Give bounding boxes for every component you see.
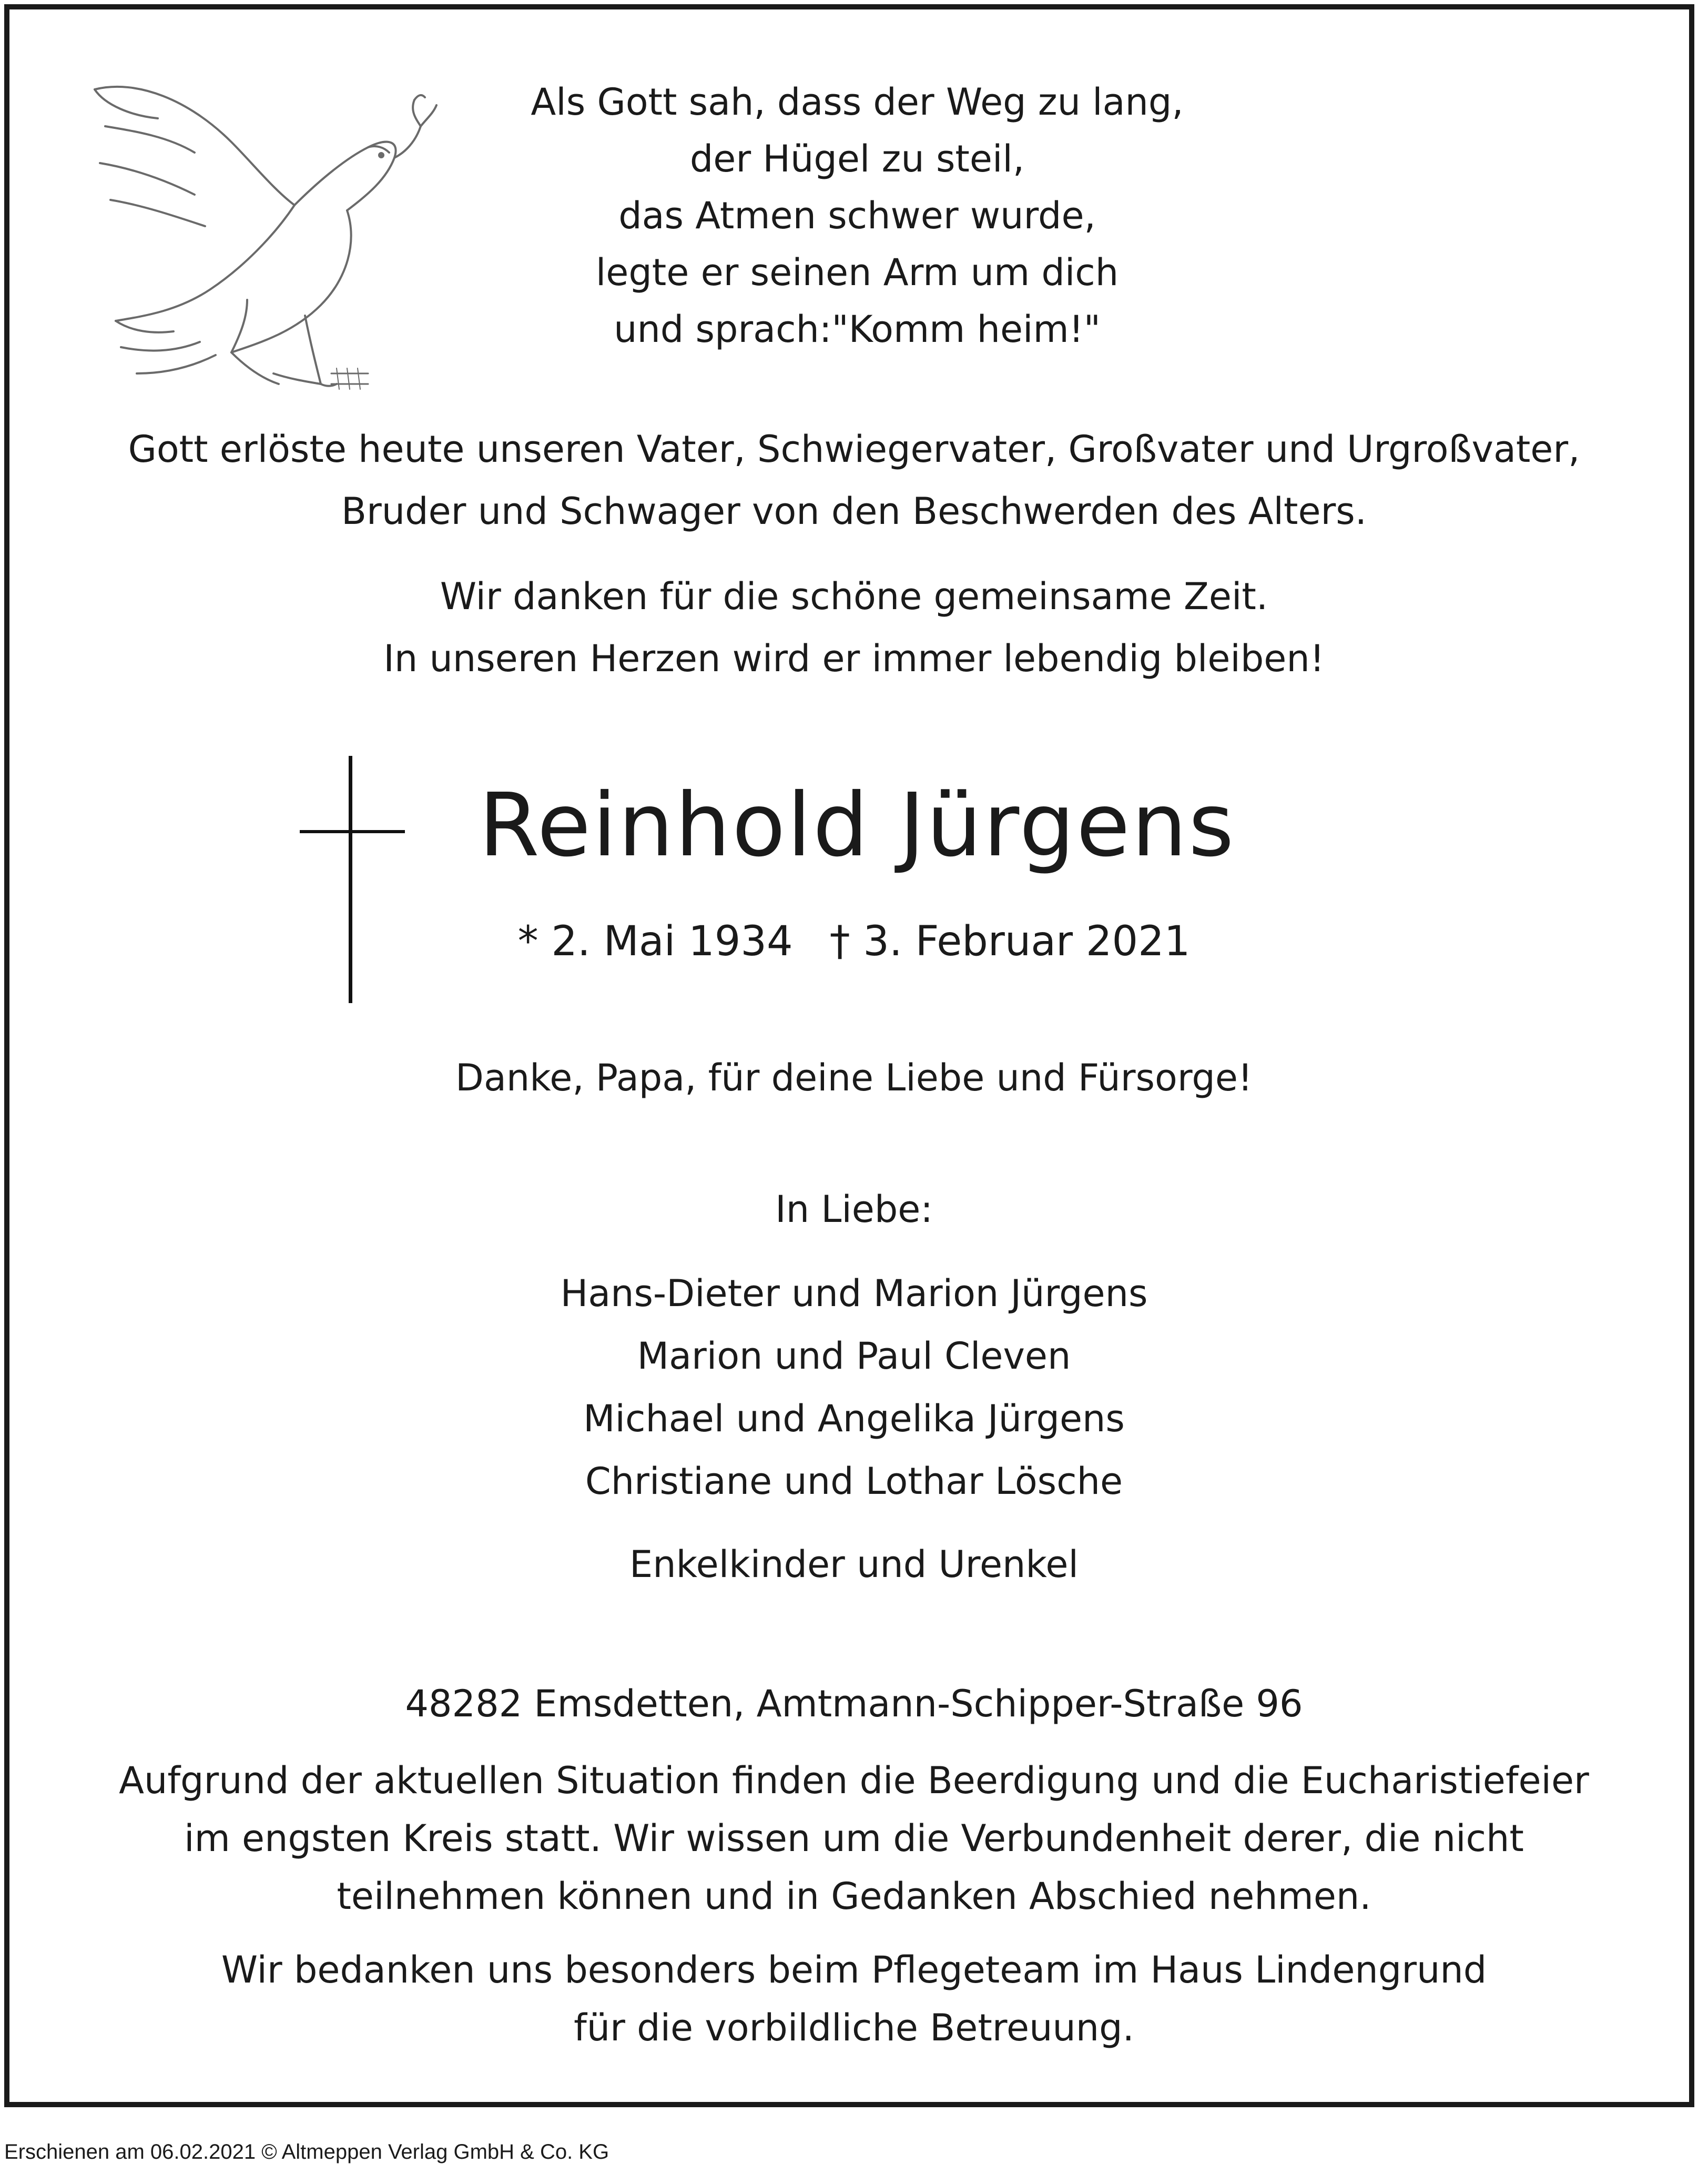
announcement-line: Bruder und Schwager von den Beschwerden des Alters. — [341, 490, 1367, 533]
mourners-intro — [0, 1178, 1708, 1240]
poem-line: legte er seinen Arm um dich — [595, 251, 1119, 294]
gratitude-line: für die vorbildliche Betreuung. — [574, 2006, 1134, 2049]
extended-family-line: Enkelkinder und Urenkel — [629, 1543, 1079, 1586]
gratitude-line: Wir bedanken uns besonders beim Pflegeteam im Haus Lindengrund — [221, 1948, 1487, 1991]
cross-icon-bar — [300, 830, 405, 833]
poem-line: der Hügel zu steil, — [689, 137, 1025, 180]
announcement — [0, 418, 1708, 542]
notice-line: im engsten Kreis statt. Wir wissen um die Verbundenheit derer, die nicht — [184, 1817, 1524, 1860]
dedication-line: Danke, Papa, für deine Liebe und Fürsorge! — [455, 1056, 1253, 1099]
mourner-name: Christiane und Lothar Lösche — [585, 1460, 1123, 1503]
poem-line: und sprach:"Komm heim!" — [614, 308, 1101, 351]
extended-family — [0, 1533, 1708, 1595]
address-line: 48282 Emsdetten, Amtmann-Schipper-Straße 96 — [405, 1682, 1303, 1725]
dove-with-olive-branch-icon — [74, 68, 442, 405]
mourner-name: Hans-Dieter und Marion Jürgens — [560, 1272, 1148, 1315]
mourner-name: Marion und Paul Cleven — [637, 1334, 1071, 1378]
notice-line: Aufgrund der aktuellen Situation finden die Beerdigung und die Eucharistiefeier — [119, 1759, 1589, 1802]
life-dates — [0, 913, 1708, 970]
dedication — [0, 1047, 1708, 1109]
mourner-name: Michael und Angelika Jürgens — [583, 1397, 1125, 1440]
publication-footer: Erschienen am 06.02.2021 © Altmeppen Verlag GmbH & Co. KG — [4, 2140, 609, 2163]
thanks-line: In unseren Herzen wird er immer lebendig bleiben! — [383, 637, 1325, 680]
mourners-intro-line: In Liebe: — [775, 1188, 933, 1231]
poem — [431, 74, 1283, 358]
mourners-list — [0, 1262, 1708, 1513]
poem-line: das Atmen schwer wurde, — [618, 194, 1096, 237]
thanks-text — [0, 565, 1708, 690]
birth-date: * 2. Mai 1934 — [517, 918, 793, 965]
notice-line: teilnehmen können und in Gedanken Abschied nehmen. — [337, 1875, 1371, 1918]
funeral-notice — [0, 1752, 1708, 1925]
thanks-line: Wir danken für die schöne gemeinsame Zeit. — [440, 575, 1268, 618]
announcement-line: Gott erlöste heute unseren Vater, Schwiegervater, Großvater und Urgroßvater, — [128, 428, 1580, 471]
gratitude — [0, 1941, 1708, 2057]
poem-line: Als Gott sah, dass der Weg zu lang, — [531, 80, 1184, 124]
address — [0, 1673, 1708, 1735]
death-date: † 3. Februar 2021 — [829, 918, 1191, 965]
deceased-name: Reinhold Jürgens — [479, 775, 1236, 876]
